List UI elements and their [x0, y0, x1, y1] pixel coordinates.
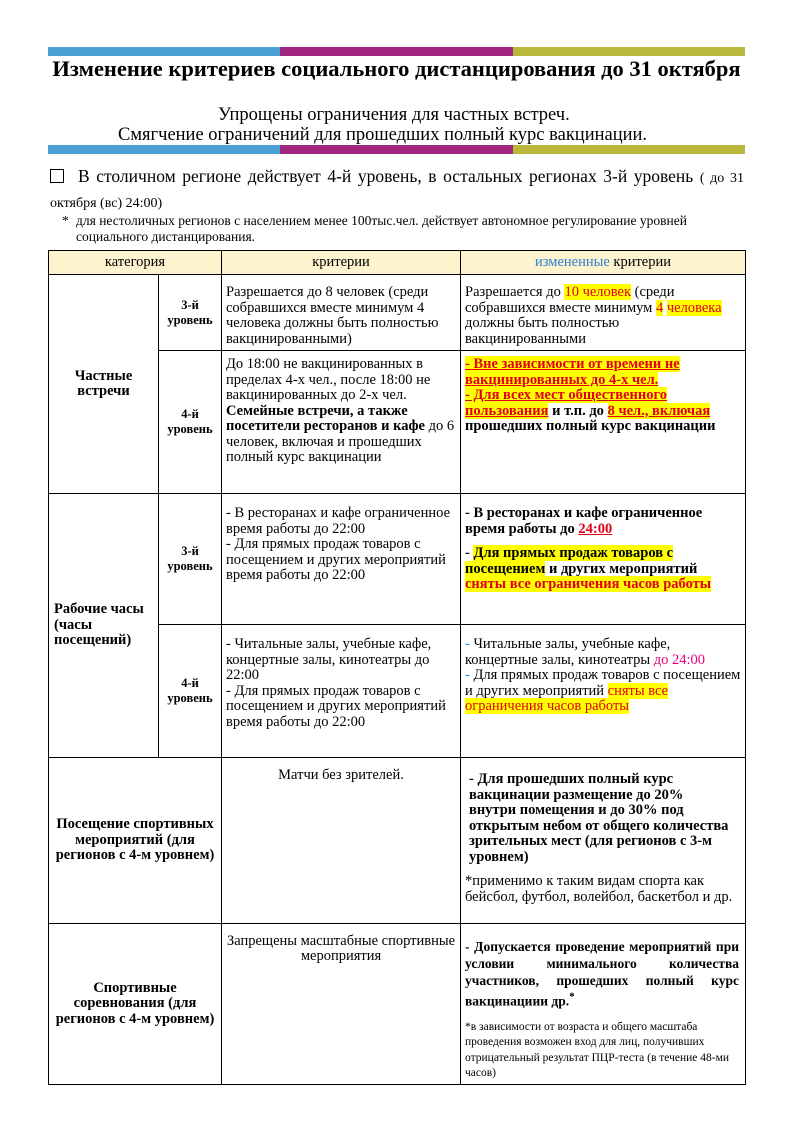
highlight-4: 4 [655, 299, 664, 316]
header-changed-rest: критерии [609, 253, 672, 270]
criteria-old [222, 351, 461, 494]
text-part: Для прямых продаж товаров с посещением и других мероприятий [465, 667, 741, 699]
table-row [49, 494, 746, 625]
level-statement-text: В столичном регионе действует 4-й уровень, в остальных регионах 3-й уровень [78, 166, 694, 186]
text-part: - Для прямых продаж товаров с посещением и других мероприятий время работы до 22:00 [226, 682, 446, 730]
color-bar-bottom [48, 145, 745, 154]
criteria-old [222, 625, 461, 758]
highlight-people: человека [666, 299, 722, 316]
text-part: - Читальные залы, учебные кафе, концертные залы, кинотеатры до 22:00 [226, 636, 432, 683]
highlight-10-people: 10 человек [564, 284, 632, 300]
text-part: - [465, 667, 474, 683]
sports-events-main: - Для прошедших полный курс вакцинации размещение до 20% внутри помещения и до 30% под открытым небом от общего количества зрительных мест (для регионов с 3-м уровнем) [469, 771, 729, 865]
bar-segment-purple [280, 145, 512, 154]
highlight-no-hour-limits: сняты все ограничения часов работы [465, 682, 669, 714]
level-label: 4-й уровень [159, 351, 222, 494]
sports-events-note: применимо к таким видам спорта как бейсбол, футбол, волейбол, баскетбол и др. [465, 873, 733, 905]
highlight-any-time: - Вне зависимости от времени не вакцинированных до 4-х чел. [465, 356, 680, 388]
criteria-new [461, 275, 746, 351]
regional-note [62, 213, 746, 245]
criteria-new [461, 924, 746, 1085]
bold-part: Семейные встречи, а также посетители ресторанов и кафе [226, 402, 425, 434]
highlight-public-places: - Для всех мест общественного пользования [465, 387, 667, 419]
highlight-8-people: 8 чел., включая [607, 402, 711, 419]
level-label: 3-й уровень [159, 275, 222, 351]
note-asterisk: * [62, 213, 69, 228]
criteria-new [461, 351, 746, 494]
bar-segment-purple [280, 47, 512, 56]
highlight-until-24: до 24:00 [653, 651, 706, 668]
subtitle-private-meetings: Упрощены ограничения для частных встреч. [218, 105, 570, 125]
criteria-new [461, 494, 746, 625]
page-title: Изменение критериев социального дистанцирования до 31 октября [52, 56, 741, 81]
header-changed-word: измененные [534, 253, 610, 270]
header-changed-criteria [461, 251, 746, 275]
text-part: должны быть полностью вакцинированными [465, 315, 620, 347]
subtitle-vaccination: Смягчение ограничений для прошедших полный курс вакцинации. [118, 125, 648, 145]
text-part: и других мероприятий [545, 560, 698, 577]
text-part: - Допускается проведение мероприятий при условии минимального количества участников, прошедших полный курс вакцинациии др. [465, 939, 739, 1009]
level-statement-date: ( до 31 октября (вс) 24:00) [50, 171, 744, 211]
bar-segment-blue [48, 47, 280, 56]
category-private-meetings: Частные встречи [49, 275, 159, 494]
text-part: - В ресторанах и кафе ограниченное время работы до 22:00 [226, 505, 450, 537]
table-row [49, 758, 746, 924]
sports-events-note-star: * [465, 873, 473, 889]
level-label: 4-й уровень [159, 625, 222, 758]
competitions-note: в зависимости от возраста и общего масштаба проведения возможен вход для лиц, получивших отрицательный результат ПЦР-теста (в течение 48-ми часов) [465, 1020, 730, 1079]
category-sports-competitions: Спортивные соревнования (для регионов с 4-м уровнем) [49, 924, 222, 1085]
bar-segment-olive [513, 145, 745, 154]
header-criteria: критерии [222, 251, 461, 275]
text-part: Разрешается до [465, 284, 565, 300]
text-part: - [465, 545, 474, 561]
bar-segment-blue [48, 145, 280, 154]
criteria-old [222, 494, 461, 625]
text-part: До 18:00 не вакцинированных в пределах 4-х чел., после 18:00 не вакцинированных до 2-х чел. [226, 356, 431, 403]
highlight-direct-sales: Для прямых продаж товаров с посещением [465, 545, 674, 577]
criteria-old: Запрещены масштабные спортивные мероприятия [222, 924, 461, 1085]
criteria-table [48, 250, 746, 1085]
text-part: Читальные залы, учебные кафе, концертные залы, кинотеатры [465, 636, 671, 668]
text-part: до 6 человек, включая и прошедших полный курс вакцинации [226, 418, 455, 465]
highlight-24-00: 24:00 [578, 520, 613, 537]
competitions-main [465, 938, 741, 1010]
square-outline-icon [50, 169, 64, 183]
criteria-old: Разрешается до 8 человек (среди собравшихся вместе минимум 4 человека должны быть полностью вакцинированными) [222, 275, 461, 351]
color-bar-top [48, 47, 745, 56]
note-text: для нестоличных регионов с населением менее 100тыс.чел. действует автономное регулирование уровней социального дистанцирования. [76, 213, 687, 244]
table-header-row [49, 251, 746, 275]
criteria-new [461, 758, 746, 924]
text-part: (среди собравшихся вместе минимум [465, 284, 675, 316]
criteria-old: Матчи без зрителей. [222, 758, 461, 924]
header-category: категория [49, 251, 222, 275]
text-part: - Для прямых продаж товаров с посещением и других мероприятий время работы до 22:00 [226, 536, 446, 583]
competitions-note-star: * [465, 1020, 471, 1033]
competitions-main-star: * [569, 991, 575, 1003]
level-label: 3-й уровень [159, 494, 222, 625]
text-part: и т.п. до [548, 402, 608, 419]
criteria-new [461, 625, 746, 758]
table-row [49, 924, 746, 1085]
text-part: - [465, 636, 474, 652]
bar-segment-olive [513, 47, 745, 56]
text-part: прошедших полный курс вакцинации [465, 418, 716, 434]
text-part: - В ресторанах и кафе ограниченное время работы до [465, 505, 703, 537]
category-sports-events: Посещение спортивных мероприятий (для регионов с 4-м уровнем) [49, 758, 222, 924]
table-row [49, 275, 746, 351]
highlight-no-hour-limits: сняты все ограничения часов работы [465, 576, 712, 592]
level-statement [50, 165, 744, 215]
category-working-hours: Рабочие часы (часы посещений) [49, 494, 159, 758]
